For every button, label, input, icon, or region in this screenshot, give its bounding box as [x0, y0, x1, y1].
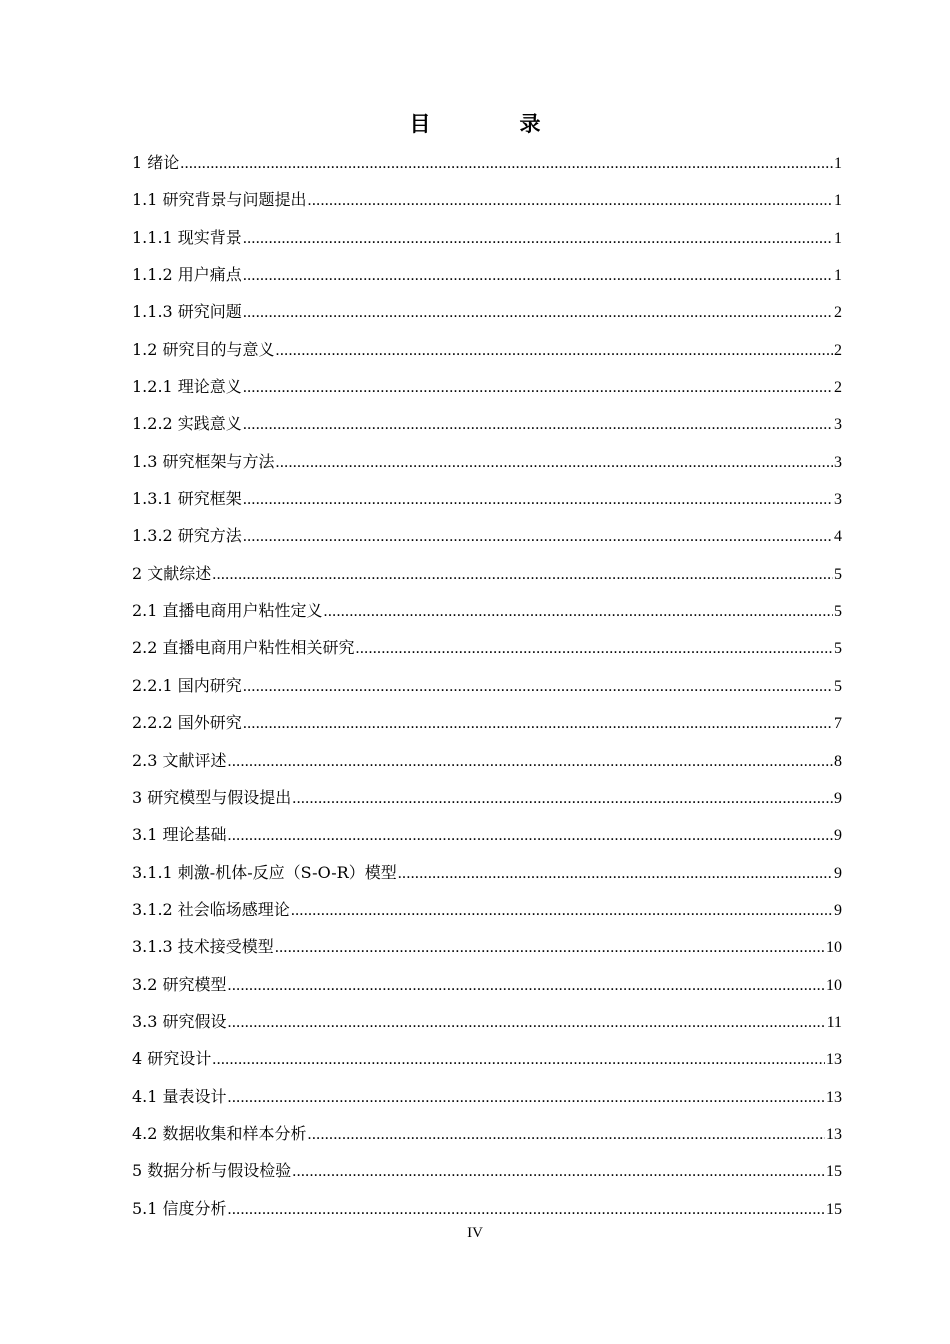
toc-dot-leader	[275, 929, 825, 966]
toc-entry-label: 4.1 量表设计	[132, 1086, 227, 1106]
toc-entry-label: 2.2.1 国内研究	[132, 675, 242, 695]
toc-entry[interactable]	[132, 779, 842, 816]
toc-entry[interactable]	[132, 742, 842, 779]
toc-entry-label: 3.3 研究假设	[132, 1011, 227, 1031]
toc-dot-leader	[292, 780, 833, 817]
toc-entry-label: 3 研究模型与假设提出	[132, 787, 292, 807]
toc-title: 目 录	[409, 112, 575, 136]
toc-entry-page: 1	[834, 155, 842, 172]
toc-dot-leader	[243, 220, 833, 257]
toc-entry-page: 5	[834, 565, 842, 583]
toc-entry-label: 2.1 直播电商用户粘性定义	[132, 601, 323, 621]
toc-entry-label: 1.2 研究目的与意义	[132, 339, 275, 359]
toc-dot-leader	[180, 145, 833, 182]
toc-entry-page: 8	[834, 752, 842, 770]
toc-entry-page: 9	[834, 864, 842, 882]
toc-dot-leader	[308, 182, 833, 219]
toc-entry[interactable]	[132, 1115, 842, 1152]
toc-entry-label: 2 文献综述	[132, 563, 212, 583]
toc-entry-label: 3.1 理论基础	[132, 825, 227, 845]
toc-entry[interactable]	[132, 181, 842, 218]
toc-entry-label: 1 绪论	[132, 153, 180, 172]
toc-dot-leader	[398, 855, 833, 892]
toc-entry[interactable]	[132, 1078, 842, 1115]
toc-dot-leader	[243, 406, 833, 443]
toc-entry-page: 5	[834, 603, 842, 621]
toc-dot-leader	[228, 1191, 825, 1228]
toc-entry-page: 2	[834, 379, 842, 397]
toc-entry[interactable]	[132, 1190, 842, 1227]
toc-dot-leader	[228, 743, 833, 780]
toc-entry-label: 1.1 研究背景与问题提出	[132, 190, 307, 210]
toc-entry[interactable]	[132, 592, 842, 629]
toc-entry-label: 2.2.2 国外研究	[132, 713, 242, 733]
toc-dot-leader	[276, 444, 833, 481]
toc-dot-leader	[356, 630, 833, 667]
toc-entry[interactable]	[132, 293, 842, 330]
toc-entry-page: 10	[826, 976, 842, 994]
toc-entry-label: 3.1.3 技术接受模型	[132, 937, 274, 957]
toc-entry-label: 2.3 文献评述	[132, 750, 227, 770]
toc-entry-page: 9	[834, 901, 842, 919]
toc-dot-leader	[324, 593, 833, 630]
toc-entry[interactable]	[132, 144, 842, 181]
page-number: IV	[467, 1225, 483, 1241]
toc-entry-page: 11	[826, 1013, 842, 1031]
toc-entry-label: 4 研究设计	[132, 1049, 212, 1069]
toc-entry-label: 1.1.3 研究问题	[132, 302, 242, 322]
toc-dot-leader	[243, 257, 833, 294]
toc-dot-leader	[228, 1004, 826, 1041]
toc-entry-page: 3	[834, 416, 842, 434]
toc-entry-page: 2	[834, 304, 842, 322]
toc-entry[interactable]	[132, 928, 842, 965]
toc-entry-label: 4.2 数据收集和样本分析	[132, 1123, 307, 1143]
toc-entry[interactable]	[132, 368, 842, 405]
toc-dot-leader	[292, 1153, 825, 1190]
toc-entry-page: 4	[834, 528, 842, 546]
toc-entry-page: 13	[826, 1088, 842, 1106]
toc-dot-leader	[243, 369, 833, 406]
toc-entry-page: 7	[834, 715, 842, 733]
toc-entry[interactable]	[132, 667, 842, 704]
toc-entry[interactable]	[132, 704, 842, 741]
toc-dot-leader	[243, 668, 833, 705]
toc-entry-page: 13	[826, 1051, 842, 1069]
toc-entry[interactable]	[132, 629, 842, 666]
toc-entry-label: 1.1.1 现实背景	[132, 227, 242, 247]
toc-entry-label: 3.2 研究模型	[132, 974, 227, 994]
toc-dot-leader	[212, 1041, 825, 1078]
toc-entry-page: 15	[826, 1163, 842, 1181]
toc-dot-leader	[291, 892, 833, 929]
toc-entry[interactable]	[132, 966, 842, 1003]
toc-entry-page: 13	[826, 1125, 842, 1143]
toc-entry[interactable]	[132, 443, 842, 480]
toc-dot-leader	[243, 705, 833, 742]
toc-dot-leader	[228, 967, 825, 1004]
toc-entry-page: 5	[834, 677, 842, 695]
toc-entry-label: 5 数据分析与假设检验	[132, 1161, 292, 1181]
toc-entry-page: 1	[834, 267, 842, 285]
toc-dot-leader	[243, 294, 833, 331]
toc-entry[interactable]	[132, 891, 842, 928]
toc-entry[interactable]	[132, 854, 842, 891]
toc-entry-page: 5	[834, 640, 842, 658]
toc-entry-label: 1.3 研究框架与方法	[132, 451, 275, 471]
toc-entry-page: 10	[826, 939, 842, 957]
toc-entry[interactable]	[132, 256, 842, 293]
toc-entry-page: 2	[834, 341, 842, 359]
toc-entry[interactable]	[132, 405, 842, 442]
toc-entry[interactable]	[132, 555, 842, 592]
toc-entry-page: 15	[826, 1200, 842, 1218]
toc-entry-label: 1.2.2 实践意义	[132, 414, 242, 434]
toc-dot-leader	[243, 481, 833, 518]
toc-dot-leader	[228, 817, 833, 854]
toc-entry-page: 9	[834, 827, 842, 845]
toc-entry-label: 3.1.2 社会临场感理论	[132, 899, 290, 919]
toc-entry[interactable]	[132, 480, 842, 517]
toc-dot-leader	[228, 1079, 825, 1116]
toc-entry-label: 1.3.2 研究方法	[132, 526, 242, 546]
toc-entry[interactable]	[132, 219, 842, 256]
toc-entry[interactable]	[132, 517, 842, 554]
toc-entry-page: 1	[834, 229, 842, 247]
toc-entry[interactable]	[132, 1040, 842, 1077]
toc-entry[interactable]	[132, 1003, 842, 1040]
toc-entry[interactable]	[132, 331, 842, 368]
toc-dot-leader	[276, 332, 833, 369]
toc-entry[interactable]	[132, 816, 842, 853]
toc-entry-page: 9	[834, 789, 842, 807]
table-of-contents	[132, 144, 842, 1227]
toc-entry-label: 1.3.1 研究框架	[132, 489, 242, 509]
toc-entry-label: 5.1 信度分析	[132, 1198, 227, 1218]
toc-dot-leader	[308, 1116, 825, 1153]
toc-entry-label: 3.1.1 刺激-机体-反应（S-O-R）模型	[132, 862, 397, 882]
toc-entry-page: 3	[834, 453, 842, 471]
toc-dot-leader	[212, 556, 833, 593]
toc-entry-page: 3	[834, 491, 842, 509]
toc-entry-page: 1	[834, 192, 842, 210]
toc-entry[interactable]	[132, 1152, 842, 1189]
toc-entry-label: 1.2.1 理论意义	[132, 377, 242, 397]
toc-dot-leader	[243, 518, 833, 555]
toc-entry-label: 1.1.2 用户痛点	[132, 265, 242, 285]
toc-entry-label: 2.2 直播电商用户粘性相关研究	[132, 638, 355, 658]
